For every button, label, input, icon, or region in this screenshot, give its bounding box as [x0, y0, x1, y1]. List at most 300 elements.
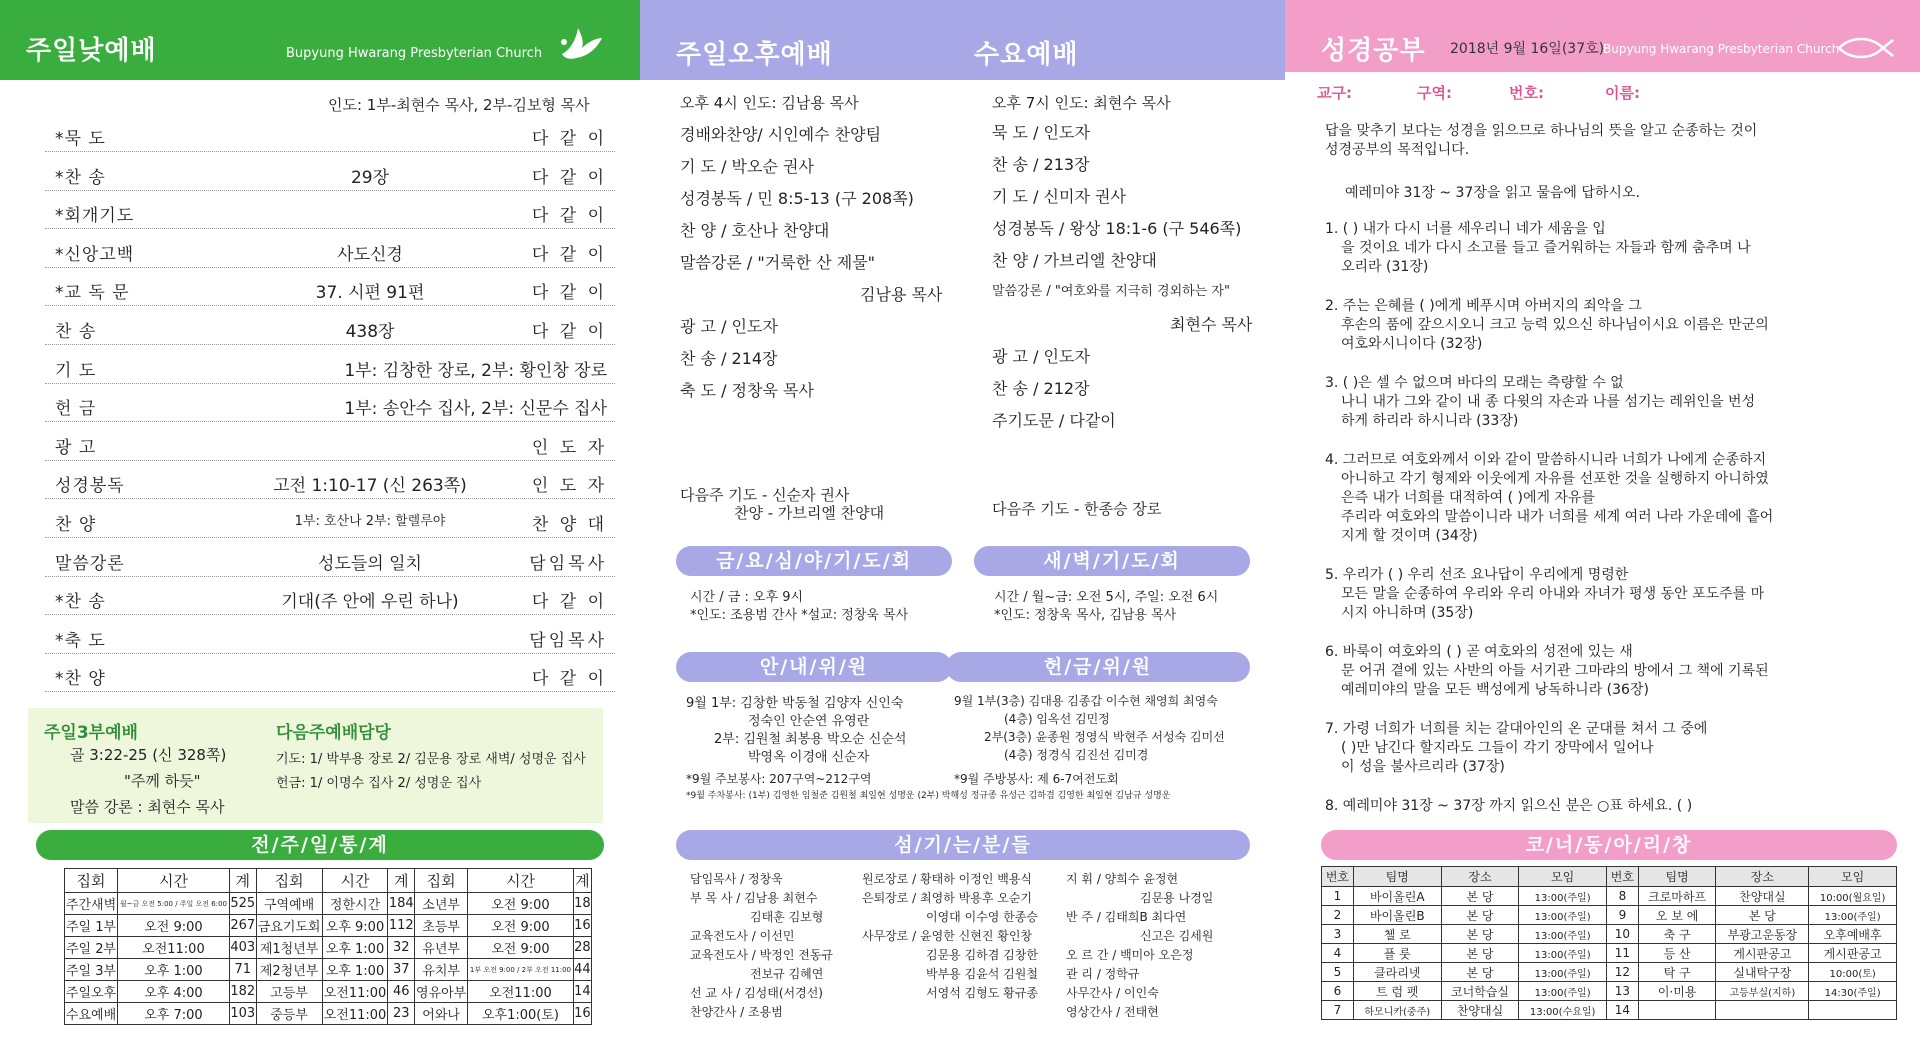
stats-cell: 금요기도회	[256, 915, 322, 937]
order-row	[45, 577, 615, 615]
order-item-name: *교 독 문	[55, 283, 130, 304]
offering-line: 9월 1부(3층) 김대용 김종갑 이수현 채영희 최영숙	[954, 694, 1218, 708]
stats-cell: 주일 3부	[65, 959, 118, 981]
sunday-afternoon-item: 찬 양 / 호산나 찬양대	[680, 221, 830, 240]
order-row	[45, 191, 615, 229]
order-row	[45, 268, 615, 306]
friday-prayer-leaders: *인도: 조용범 간사 *설교: 정창욱 목사	[690, 608, 909, 623]
stats-cell: 1부 오전 9:00 / 2부 오전 11:00	[468, 959, 574, 981]
stats-cell: 525	[229, 893, 256, 915]
wednesday-item: 찬 송 / 212장	[992, 379, 1090, 398]
order-row	[45, 153, 615, 191]
order-row	[45, 539, 615, 577]
wednesday-item: 광 고 / 인도자	[992, 347, 1090, 366]
order-item-content: 438장	[345, 322, 395, 342]
question-line: 문 어귀 곁에 있는 사반의 아들 서기관 그마랴의 방에서 그 책에 기록된	[1341, 663, 1769, 679]
club-header-cell: 모임	[1809, 867, 1897, 887]
wednesday-worship-title: 수요예배	[974, 40, 1079, 70]
order-item-name: 기 도	[55, 360, 97, 381]
afternoon-worship-title: 주일오후예배	[676, 40, 833, 70]
servants-title: 섬/기/는/분/들	[676, 830, 1250, 860]
club-cell: 9	[1606, 906, 1638, 925]
order-item-leader: 다 같 이	[531, 206, 607, 227]
order-item-name: *찬 송	[55, 592, 106, 613]
order-row	[45, 346, 615, 384]
third-service-title: 주일3부예배	[44, 723, 138, 743]
club-cell: 13:00(주일)	[1519, 906, 1607, 925]
question-line: 2. 주는 은혜를 ( )에게 베푸시며 아버지의 죄악을 그	[1325, 298, 1642, 314]
church-name: Bupyung Hwarang Presbyterian Church	[1603, 42, 1840, 56]
attendance-stats-table	[64, 868, 592, 1025]
third-service-preacher: 말씀 강론 : 최현수 목사	[70, 798, 225, 816]
stats-row	[65, 915, 592, 937]
club-cell: 본 당	[1441, 887, 1519, 906]
stats-cell: 112	[388, 915, 415, 937]
order-item-name: 광 고	[55, 437, 97, 458]
club-cell: 13:00(주일)	[1809, 906, 1897, 925]
club-row	[1322, 1001, 1897, 1020]
field-district: 교구:	[1317, 84, 1352, 102]
sunday-worship-leader: 인도: 1부-최현수 목사, 2부-김보형 목사	[328, 96, 590, 114]
wednesday-item: 주기도문 / 다같이	[992, 411, 1116, 430]
stats-cell: 14	[573, 981, 591, 1003]
servant-line: 선 교 사 / 김성태(서경선)	[690, 986, 823, 1000]
sunday-afternoon-time: 오후 4시 인도: 김남용 목사	[680, 94, 859, 112]
order-item-content: 성도들의 일치	[318, 553, 422, 574]
bible-study-title: 성경공부	[1321, 36, 1426, 66]
stats-cell: 18	[573, 893, 591, 915]
wednesday-item: 최현수 목사	[1170, 315, 1253, 334]
stats-cell: 182	[229, 981, 256, 1003]
next-week-title: 다음주예배담당	[276, 723, 391, 743]
servant-line: 오 르 간 / 백미아 오은정	[1066, 948, 1194, 962]
stats-cell: 46	[388, 981, 415, 1003]
stats-cell: 71	[229, 959, 256, 981]
stats-header-cell: 계	[573, 869, 591, 893]
question-line: 을 것이요 네가 다시 소고를 들고 즐거워하는 자들과 함께 춤추며 나	[1341, 240, 1751, 256]
stats-cell: 주일오후	[65, 981, 118, 1003]
stats-header-cell: 집회	[256, 869, 322, 893]
guide-committee-title: 안/내/위/원	[676, 652, 952, 682]
question-line: 5. 우리가 ( ) 우리 선조 요나답이 우리에게 명령한	[1325, 567, 1629, 583]
order-row	[45, 500, 615, 538]
guide-line: 9월 1부: 김창한 박동철 김양자 신인숙	[686, 696, 904, 711]
order-item-content: 37. 시편 91편	[315, 283, 425, 304]
question-line: 8. 예레미야 31장 ~ 37장 까지 읽으신 분은 ○표 하세요. ( )	[1325, 798, 1693, 814]
servant-line: 반 주 / 김태희B 최다연	[1066, 910, 1187, 924]
club-cell: 등 산	[1638, 944, 1716, 963]
stats-row	[65, 937, 592, 959]
wednesday-item: 묵 도 / 인도자	[992, 123, 1090, 142]
stats-cell: 오후1:00(토)	[468, 1003, 574, 1025]
stats-cell: 초등부	[415, 915, 468, 937]
field-number: 번호:	[1509, 84, 1544, 102]
stats-cell: 오전11:00	[322, 981, 388, 1003]
stats-cell: 16	[573, 1003, 591, 1025]
club-cell: 13:00(주일)	[1519, 963, 1607, 982]
order-item-name: *묵 도	[55, 129, 106, 149]
sunday-worship-header	[0, 0, 640, 80]
stats-cell: 오전 9:00	[468, 937, 574, 959]
club-cell: 13:00(주일)	[1519, 944, 1607, 963]
order-item-leader: 1부: 송안수 집사, 2부: 신문수 집사	[344, 399, 607, 420]
stats-row	[65, 1003, 592, 1025]
club-row	[1322, 887, 1897, 906]
stats-cell: 구역예배	[256, 893, 322, 915]
club-cell	[1638, 1001, 1716, 1020]
club-cell: 14:30(주일)	[1809, 982, 1897, 1001]
stats-cell: 오전 9:00	[118, 915, 230, 937]
stats-cell: 오전11:00	[118, 937, 230, 959]
third-service-scripture: 골 3:22-25 (신 328쪽)	[70, 746, 227, 764]
stats-cell: 제1청년부	[256, 937, 322, 959]
sunday-afternoon-item: 광 고 / 인도자	[680, 317, 778, 336]
order-row	[45, 307, 615, 345]
stats-header-cell: 집회	[415, 869, 468, 893]
instruction-text: 예레미야 31장 ~ 37장을 읽고 물음에 답하시오.	[1345, 185, 1640, 201]
guide-line: 박영옥 이경애 신순자	[748, 750, 870, 765]
club-cell: 고등부실(지하)	[1716, 982, 1809, 1001]
order-item-name: 말씀강론	[55, 553, 125, 574]
servant-line: 서영석 김형도 황규종	[926, 986, 1038, 1000]
stats-cell: 103	[229, 1003, 256, 1025]
stats-cell: 오후 1:00	[322, 937, 388, 959]
wednesday-next-prayer: 다음주 기도 - 한종승 장로	[992, 500, 1162, 518]
servant-line: 김태훈 김보형	[750, 910, 824, 924]
club-cell: 12	[1606, 963, 1638, 982]
club-cell: 10:00(토)	[1809, 963, 1897, 982]
club-cell: 오후예배후	[1809, 925, 1897, 944]
stats-cell: 주일 2부	[65, 937, 118, 959]
afternoon-header	[640, 0, 1285, 80]
order-item-leader: 인 도 자	[531, 437, 607, 458]
club-cell: 트 럼 펫	[1353, 982, 1441, 1001]
sunday-worship-title: 주일낮예배	[26, 36, 157, 66]
club-cell: 4	[1322, 944, 1354, 963]
fish-icon	[1835, 34, 1895, 62]
club-cell: 13:00(주일)	[1519, 982, 1607, 1001]
order-item-name: *찬 양	[55, 669, 106, 690]
question-line: 예레미야의 말을 모든 백성에게 낭독하니라 (36장)	[1341, 682, 1649, 698]
stats-cell: 영유아부	[415, 981, 468, 1003]
guide-line: 2부: 김원철 최봉용 박오순 신순석	[714, 732, 907, 747]
servant-line: 원로장로 / 황태하 이정인 백용식	[862, 872, 1032, 886]
order-item-content: 29장	[350, 167, 390, 188]
club-cell: 3	[1322, 925, 1354, 944]
club-cell: 13:00(주일)	[1519, 887, 1607, 906]
order-item-name: *신앙고백	[55, 244, 135, 265]
club-cell: 바이올린A	[1353, 887, 1441, 906]
stats-cell: 오전11:00	[468, 981, 574, 1003]
servant-line: 전보규 김혜연	[750, 967, 824, 981]
servant-line: 사무장로 / 윤영한 신현진 황인창	[862, 929, 1032, 943]
club-row	[1322, 906, 1897, 925]
club-header-cell: 모임	[1519, 867, 1607, 887]
stats-header-cell: 계	[388, 869, 415, 893]
stats-cell: 중등부	[256, 1003, 322, 1025]
club-cell: 클라리넷	[1353, 963, 1441, 982]
stats-cell: 403	[229, 937, 256, 959]
club-row	[1322, 925, 1897, 944]
stats-row	[65, 981, 592, 1003]
club-cell: 이·미용	[1638, 982, 1716, 1001]
order-row	[45, 423, 615, 461]
stats-cell: 제2청년부	[256, 959, 322, 981]
order-row	[45, 461, 615, 499]
order-item-leader: 담임목사	[529, 630, 607, 651]
club-header-cell: 팀명	[1353, 867, 1441, 887]
offering-line: 2부(3층) 윤종원 정영식 박현주 서성숙 김미선	[984, 730, 1225, 744]
question-line: 6. 바룩이 여호와의 ( ) 곧 여호와의 성전에 있는 새	[1325, 644, 1633, 660]
stats-cell: 오후 1:00	[118, 959, 230, 981]
friday-prayer-time: 시간 / 금 : 오후 9시	[690, 590, 804, 605]
club-cell: 실내탁구장	[1716, 963, 1809, 982]
stats-cell: 오전 9:00	[468, 893, 574, 915]
dawn-prayer-time: 시간 / 월~금: 오전 5시, 주일: 오전 6시	[994, 590, 1219, 605]
club-cell: 본 당	[1441, 906, 1519, 925]
wednesday-item: 성경봉독 / 왕상 18:1-6 (구 546쪽)	[992, 219, 1242, 238]
order-item-leader: 다 같 이	[531, 669, 607, 690]
servant-line: 사무간사 / 이인숙	[1066, 986, 1159, 1000]
stats-cell: 23	[388, 1003, 415, 1025]
club-cell: 크로마하프	[1638, 887, 1716, 906]
club-header-cell: 장소	[1441, 867, 1519, 887]
stats-header-cell: 시간	[322, 869, 388, 893]
question-line: 오리라 (31장)	[1341, 259, 1429, 275]
question-line: 나니 내가 그와 같이 내 종 다윗의 자손과 나를 섬기는 레위인을 번성	[1341, 394, 1756, 410]
servant-line: 김문용 나경일	[1140, 891, 1214, 905]
stats-cell: 오후 7:00	[118, 1003, 230, 1025]
club-cell: 11	[1606, 944, 1638, 963]
servant-line: 박부용 김윤석 김원철	[926, 967, 1038, 981]
question-line: 이 성을 불사르리라 (37장)	[1341, 759, 1505, 775]
stats-cell: 오후 9:00	[322, 915, 388, 937]
question-line: 모든 말을 순종하여 우리와 우리 아내와 자녀가 평생 동안 포도주를 마	[1341, 586, 1765, 602]
order-row	[45, 230, 615, 268]
church-name: Bupyung Hwarang Presbyterian Church	[286, 46, 543, 61]
stats-cell: 44	[573, 959, 591, 981]
club-row	[1322, 982, 1897, 1001]
club-cell: 게시판공고	[1716, 944, 1809, 963]
club-cell: 본 당	[1441, 944, 1519, 963]
stats-title: 전/주/일/통/계	[36, 830, 604, 860]
question-line: 4. 그러므로 여호와께서 이와 같이 말씀하시니라 너희가 나에게 순종하지	[1325, 452, 1767, 468]
order-row	[45, 114, 615, 152]
club-cell: 2	[1322, 906, 1354, 925]
wednesday-item: 말씀강론 / "여호와를 지극히 경외하는 자"	[992, 284, 1230, 299]
servant-line: 지 휘 / 양희수 윤정현	[1066, 872, 1179, 886]
stats-cell: 고등부	[256, 981, 322, 1003]
question-line: 후손의 품에 갚으시오니 크고 능력 있으신 하나님이시요 이름은 만군의	[1341, 317, 1769, 333]
stats-cell: 16	[573, 915, 591, 937]
servant-line: 영상간사 / 전태현	[1066, 1005, 1159, 1019]
stats-cell: 오후 1:00	[322, 959, 388, 981]
dawn-prayer-leaders: *인도: 정창욱 목사, 김남용 목사	[994, 608, 1177, 623]
stats-cell: 주일 1부	[65, 915, 118, 937]
sunday-afternoon-item: 기 도 / 박오순 권사	[680, 157, 814, 176]
question-line: 1. ( ) 내가 다시 너를 세우리니 네가 세움을 입	[1325, 221, 1606, 237]
stats-header-row	[65, 869, 592, 893]
club-cell: 7	[1322, 1001, 1354, 1020]
wednesday-item: 찬 양 / 가브리엘 찬양대	[992, 251, 1157, 270]
stats-cell: 유치부	[415, 959, 468, 981]
order-item-name: 헌 금	[55, 399, 97, 420]
stats-cell: 28	[573, 937, 591, 959]
servant-line: 이영대 이수영 한종승	[926, 910, 1038, 924]
wednesday-item: 기 도 / 신미자 권사	[992, 187, 1126, 206]
order-item-leader: 인 도 자	[531, 476, 607, 497]
order-item-name: *회개기도	[55, 206, 135, 227]
question-line: 여호와시니이다 (32장)	[1341, 336, 1483, 352]
club-cell: 찬양대실	[1716, 887, 1809, 906]
club-header-row	[1322, 867, 1897, 887]
intro-text: 답을 맞추기 보다는 성경을 읽으므로 하나님의 뜻을 알고 순종하는 것이	[1325, 123, 1758, 139]
dove-icon	[556, 20, 606, 66]
question-line: 지게 할 것이며 (34장)	[1341, 528, 1478, 544]
order-item-leader: 다 같 이	[531, 322, 607, 342]
stats-cell: 수요예배	[65, 1003, 118, 1025]
stats-cell: 오전 9:00	[468, 915, 574, 937]
club-cell	[1716, 1001, 1809, 1020]
order-row	[45, 616, 615, 654]
order-item-content: 사도신경	[337, 244, 403, 265]
question-line: 아니하고 각기 형제와 이웃에게 자유를 선포한 것을 실행하지 아니하였	[1341, 471, 1769, 487]
club-cell: 13	[1606, 982, 1638, 1001]
wednesday-item: 찬 송 / 213장	[992, 155, 1090, 174]
question-line: 주리라 여호와의 말씀이니라 내가 너희를 세계 여러 나라 가운데에 흩어	[1341, 509, 1774, 525]
stats-cell: 184	[388, 893, 415, 915]
stats-cell: 소년부	[415, 893, 468, 915]
club-cell: 6	[1322, 982, 1354, 1001]
club-cell: 13:00(수요일)	[1519, 1001, 1607, 1020]
club-cell: 게시판공고	[1809, 944, 1897, 963]
stats-cell: 37	[388, 959, 415, 981]
order-row	[45, 384, 615, 422]
order-item-leader: 1부: 김창한 장로, 2부: 황인창 장로	[344, 360, 607, 381]
servant-line: 교육전도사 / 박정인 전동규	[690, 948, 833, 962]
question-line: 하게 하리라 하시니라 (33장)	[1341, 413, 1519, 429]
club-cell: 부광고운동장	[1716, 925, 1809, 944]
stats-cell: 어와나	[415, 1003, 468, 1025]
question-line: 3. ( )은 셀 수 없으며 바다의 모래는 측량할 수 없	[1325, 375, 1624, 391]
club-cell: 코너학습실	[1441, 982, 1519, 1001]
stats-header-cell: 시간	[118, 869, 230, 893]
club-cell: 본 당	[1441, 963, 1519, 982]
sunday-afternoon-item: 경배와찬양/ 시인예수 찬양팀	[680, 125, 882, 144]
club-cell: 찬양대실	[1441, 1001, 1519, 1020]
choir-title: 코/너/동/아/리/창	[1321, 830, 1897, 860]
next-week-offering: 헌금: 1/ 이명수 집사 2/ 성명운 집사	[276, 776, 482, 791]
third-service-box	[28, 708, 603, 823]
sunday-afternoon-item: 축 도 / 정창욱 목사	[680, 381, 814, 400]
club-cell: 8	[1606, 887, 1638, 906]
stats-cell: 주간새벽	[65, 893, 118, 915]
stats-cell: 월~금 오전 5:00 / 주일 오전 6:00	[118, 893, 230, 915]
sunday-worship-panel	[0, 0, 640, 1061]
dawn-prayer-title: 새/벽/기/도/회	[974, 546, 1250, 576]
wednesday-time: 오후 7시 인도: 최현수 목사	[992, 94, 1171, 112]
question-line: 7. 가령 너희가 너희를 치는 갈대아인의 온 군대를 쳐서 그 중에	[1325, 721, 1708, 737]
order-item-name: *축 도	[55, 630, 106, 651]
sunday-afternoon-next-choir: 찬양 - 가브리엘 찬양대	[734, 504, 885, 522]
order-item-content: 고전 1:10-17 (신 263쪽)	[273, 476, 467, 497]
kitchen-volunteers: *9월 주방봉사: 제 6-7여전도회	[954, 772, 1119, 786]
club-header-cell: 팀명	[1638, 867, 1716, 887]
offering-line: (4층) 임옥선 김민정	[1004, 712, 1110, 726]
club-cell: 플 룻	[1353, 944, 1441, 963]
order-item-leader: 다 같 이	[531, 244, 607, 265]
order-item-name: 찬 양	[55, 515, 97, 535]
stats-row	[65, 959, 592, 981]
stats-cell: 267	[229, 915, 256, 937]
sunday-afternoon-item: 김남용 목사	[860, 285, 943, 304]
bible-study-header	[1285, 0, 1920, 72]
field-zone: 구역:	[1417, 84, 1452, 102]
servant-line: 교육전도사 / 이선민	[690, 929, 795, 943]
stats-cell: 오전11:00	[322, 1003, 388, 1025]
club-row	[1322, 963, 1897, 982]
servant-line: 신고은 김세원	[1140, 929, 1214, 943]
field-name: 이름:	[1605, 84, 1640, 102]
stats-header-cell: 시간	[468, 869, 574, 893]
guide-line: 정숙인 안순연 유영란	[748, 714, 870, 729]
next-week-prayer: 기도: 1/ 박부용 장로 2/ 김문용 장로 새벽/ 성명운 집사	[276, 752, 586, 767]
offering-line: (4층) 정경식 김진선 김미경	[1004, 748, 1149, 762]
question-line: 시지 아니하며 (35장)	[1341, 605, 1474, 621]
servant-line: 관 리 / 정학규	[1066, 967, 1140, 981]
afternoon-wednesday-panel	[640, 0, 1285, 1061]
stats-header-cell: 집회	[65, 869, 118, 893]
stats-cell: 유년부	[415, 937, 468, 959]
sunday-afternoon-item: 말씀강론 / "거룩한 산 제물"	[680, 253, 876, 272]
club-cell: 본 당	[1716, 906, 1809, 925]
sunday-afternoon-next-prayer: 다음주 기도 - 신순자 권사	[680, 486, 850, 504]
sunday-afternoon-item: 찬 송 / 214장	[680, 349, 778, 368]
club-header-cell: 장소	[1716, 867, 1809, 887]
parking-volunteers: *9월 주차봉사: (1부) 김영한 임철준 김원철 최일현 성명운 (2부) 박해성 정규종 유성근 김하겸 김영한 최일현 김남규 성명운	[686, 791, 1171, 801]
club-cell: 14	[1606, 1001, 1638, 1020]
order-item-name: *찬 송	[55, 167, 106, 188]
club-cell: 10	[1606, 925, 1638, 944]
order-item-name: 성경봉독	[55, 476, 125, 497]
order-item-leader: 담임목사	[529, 553, 607, 574]
issue-date: 2018년 9월 16일(37호)	[1450, 41, 1605, 57]
order-row	[45, 654, 615, 692]
intro-text: 성경공부의 목적입니다.	[1325, 142, 1470, 158]
servant-line: 김문용 김하겸 김창한	[926, 948, 1038, 962]
order-item-content: 기대(주 안에 우린 하나)	[281, 592, 459, 613]
order-item-leader: 다 같 이	[531, 129, 607, 149]
servant-line: 부 목 사 / 김남용 최현수	[690, 891, 818, 905]
club-header-cell: 번호	[1606, 867, 1638, 887]
club-cell: 오 보 에	[1638, 906, 1716, 925]
servant-line: 찬양간사 / 조용범	[690, 1005, 783, 1019]
club-cell: 13:00(주일)	[1519, 925, 1607, 944]
order-item-leader: 다 같 이	[531, 283, 607, 304]
stats-cell: 정한시간	[322, 893, 388, 915]
club-cell: 5	[1322, 963, 1354, 982]
club-cell: 바이올린B	[1353, 906, 1441, 925]
club-cell: 첼 로	[1353, 925, 1441, 944]
servant-line: 담임목사 / 정창욱	[690, 872, 783, 886]
club-cell: 축 구	[1638, 925, 1716, 944]
stats-row	[65, 893, 592, 915]
order-item-leader: 다 같 이	[531, 167, 607, 188]
order-item-content: 1부: 호산나 2부: 할렐루야	[294, 514, 446, 529]
order-item-leader: 다 같 이	[531, 592, 607, 613]
servant-line: 은퇴장로 / 최영하 박용후 오순기	[862, 891, 1032, 905]
club-cell: 탁 구	[1638, 963, 1716, 982]
